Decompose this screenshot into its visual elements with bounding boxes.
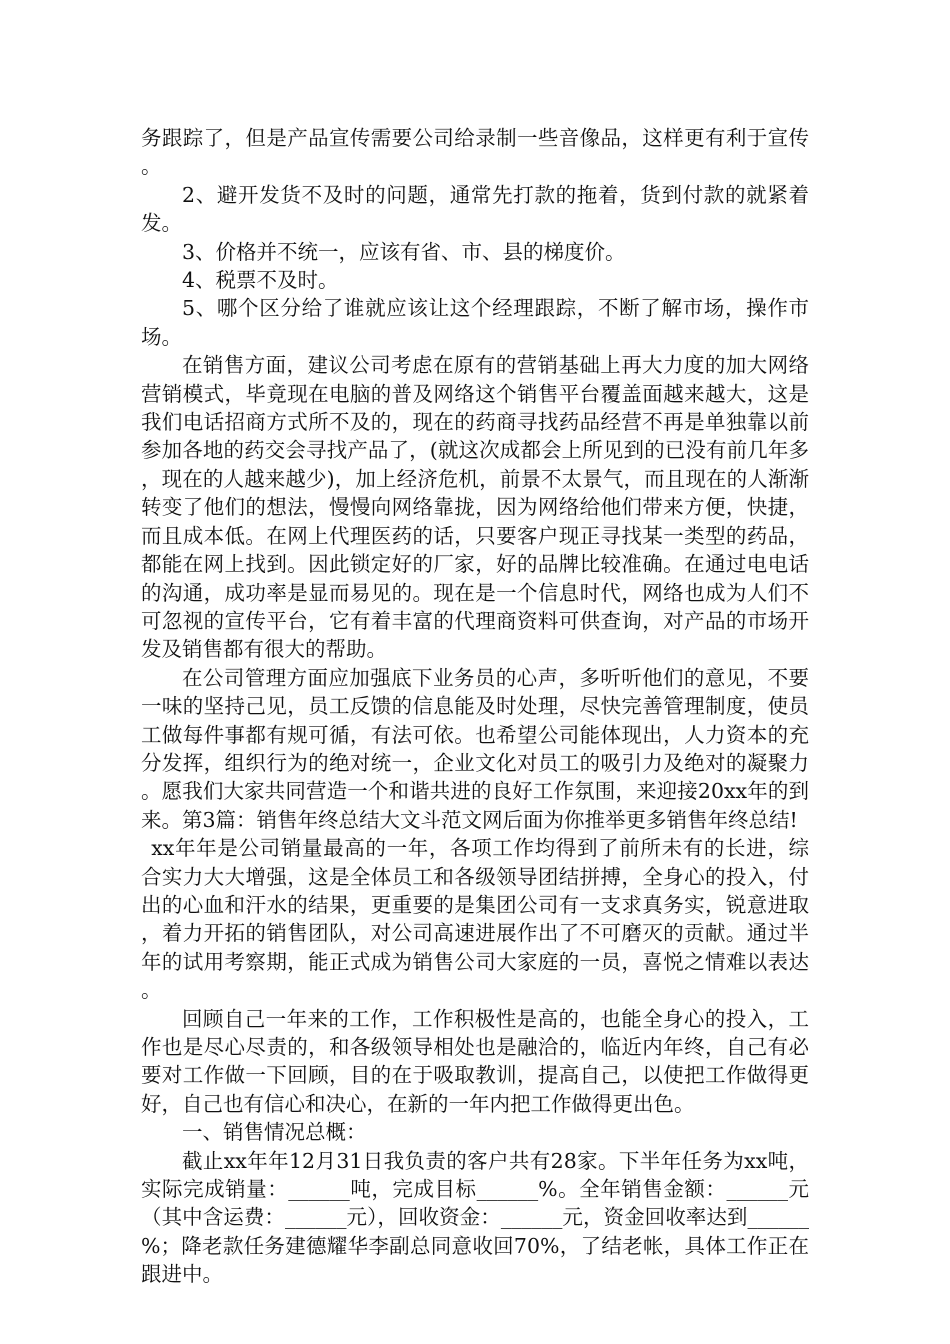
paragraph-year-summary: xx年年是公司销量最高的一年，各项工作均得到了前所未有的长进，综合实力大大增强，这是全体员工和各级领导团结拼搏，全身心的投入，付出的心血和汗水的结果，更重要的是集团公司有一支求真务实，锐意进取，着力开拓的销售团队，对公司高速进展作出了不可磨灭的贡献。通过半年的试用考察期，能正式成为销售公司大家庭的一员，喜悦之情难以表达。 — [141, 836, 809, 1003]
list-item-3: 3、价格并不统一，应该有省、市、县的梯度价。 — [182, 239, 626, 264]
paragraph-sales-suggestion: 在销售方面，建议公司考虑在原有的营销基础上再大力度的加大网络营销模式，毕竟现在电脑的普及网络这个销售平台覆盖面越来越大，这是我们电话招商方式所不及的，现在的药商寻找药品经营不再是单独靠以前参加各地的药交会寻找产品了，(就这次成都会上所见到的已没有前几年多，现在的人越来越少)，加上经济危机，前景不太景气，而且现在的人渐渐转变了他们的想法，慢慢向网络靠拢，因为网络给他们带来方便，快捷，而且成本低。在网上代理医药的话，只要客户现正寻找某一类型的药品，都能在网上找到。因此锁定好的厂家，好的品牌比较准确。在通过电电话的沟通，成功率是显而易见的。现在是一个信息时代，网络也成为人们不可忽视的宣传平台，它有着丰富的代理商资料可供查询，对产品的市场开发及销售都有很大的帮助。 — [141, 353, 809, 662]
list-item-5: 5、哪个区分给了谁就应该让这个经理跟踪，不断了解市场，操作市场。 — [141, 296, 809, 349]
paragraph-review: 回顾自己一年来的工作，工作积极性是高的，也能全身心的投入，工作也是尽心尽责的，和各级领导相处也是融洽的，临近内年终，自己有必要对工作做一下回顾，目的在于吸取教训，提高自己，以使把工作做得更好，自己也有信心和决心，在新的一年内把工作做得更出色。 — [141, 1006, 809, 1116]
paragraph-sales-figures: 截止xx年年12月31日我负责的客户共有28家。下半年任务为xx吨，实际完成销量：______吨，完成目标______%。全年销售金额：______元（其中含运费：______元），回收资金：______元，资金回收率达到______%；降老款任务建德耀华李副总同意收回70%，了结老帐，具体工作正在跟进中。 — [141, 1148, 809, 1287]
list-item-4: 4、税票不及时。 — [182, 268, 339, 293]
list-item-2: 2、避开发货不及时的问题，通常先打款的拖着，货到付款的就紧着发。 — [141, 182, 809, 236]
document-body — [141, 124, 809, 1289]
section-heading-sales-overview: 一、销售情况总概： — [182, 1120, 367, 1145]
paragraph-continuation: 务跟踪了，但是产品宣传需要公司给录制一些音像品，这样更有利于宣传。 — [141, 126, 809, 179]
paragraph-management-suggestion: 在公司管理方面应加强底下业务员的心声，多听听他们的意见，不要一味的坚持己见，员工反馈的信息能及时处理，尽快完善管理制度，使员工做每件事都有规可循，有法可依。也希望公司能体现出，人力资本的充分发挥，组织行为的绝对统一，企业文化对员工的吸引力及绝对的凝聚力。愿我们大家共同营造一个和谐共进的良好工作氛围，来迎接20xx年的到来。第3篇：销售年终总结大文斗范文网后面为你推举更多销售年终总结! — [141, 665, 809, 832]
